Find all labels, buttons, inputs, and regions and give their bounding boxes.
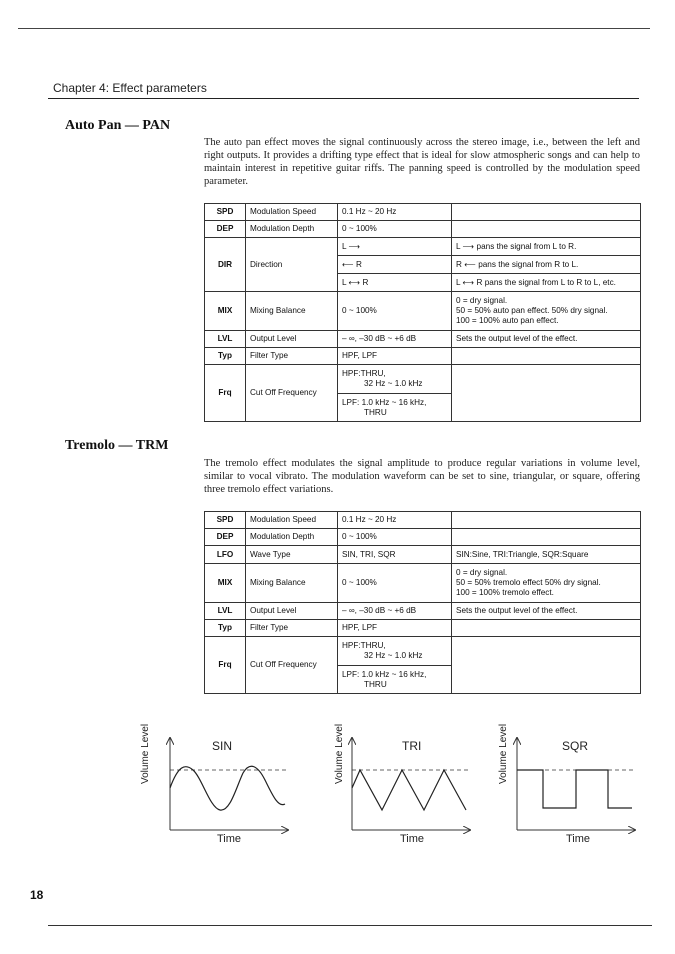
param-desc: SIN:Sine, TRI:Triangle, SQR:Square bbox=[452, 546, 641, 564]
param-code: Typ bbox=[205, 620, 246, 637]
param-code: Frq bbox=[205, 637, 246, 694]
param-desc: L ⟷ R pans the signal from L to R to L, etc. bbox=[452, 274, 641, 292]
bottom-rule bbox=[48, 925, 652, 926]
mix-desc-line: 100 = 100% auto pan effect. bbox=[456, 316, 559, 325]
param-range: 0.1 Hz ~ 20 Hz bbox=[338, 512, 452, 529]
param-range: HPF, LPF bbox=[338, 348, 452, 365]
sine-ylabel-vertical: Volume Level bbox=[140, 723, 151, 784]
param-desc: R ⟵ pans the signal from R to L. bbox=[452, 256, 641, 274]
hpf-line: 32 Hz ~ 1.0 kHz bbox=[364, 379, 423, 388]
square-ylabel-vertical: Volume Level bbox=[498, 723, 509, 784]
table-row bbox=[205, 620, 641, 637]
lpf-line: THRU bbox=[364, 679, 387, 689]
param-desc bbox=[452, 512, 641, 529]
param-range: 0 ~ 100% bbox=[338, 292, 452, 331]
table-row bbox=[205, 221, 641, 238]
table-row bbox=[205, 512, 641, 529]
param-name: Mixing Balance bbox=[246, 564, 338, 603]
page-number: 18 bbox=[30, 888, 44, 902]
param-range: SIN, TRI, SQR bbox=[338, 546, 452, 564]
param-code: DIR bbox=[205, 238, 246, 292]
param-range bbox=[338, 637, 452, 666]
param-range: ⟵ R bbox=[338, 256, 452, 274]
param-code: DEP bbox=[205, 221, 246, 238]
square-xlabel: Time bbox=[566, 833, 591, 845]
chapter-heading: Chapter 4: Effect parameters bbox=[53, 81, 207, 95]
sine-xlabel: Time bbox=[217, 833, 242, 845]
tremolo-description: The tremolo effect modulates the signal amplitude to produce regular variations in volume level, similar to vocal vibrato. The modulation waveform can be set to sine, triangular, or square, offering three tremolo effect variations. bbox=[204, 458, 640, 495]
param-name: Direction bbox=[246, 238, 338, 292]
param-range: L ⟶ bbox=[338, 238, 452, 256]
triangle-wave-diagram bbox=[352, 738, 470, 845]
param-range bbox=[338, 666, 452, 694]
param-range: HPF, LPF bbox=[338, 620, 452, 637]
triangle-title: TRI bbox=[402, 739, 422, 753]
mix-desc-line: 50 = 50% auto pan effect. 50% dry signal. bbox=[456, 306, 608, 315]
mix-desc-line: 50 = 50% tremolo effect 50% dry signal. bbox=[456, 578, 601, 587]
lpf-line: THRU bbox=[364, 407, 387, 417]
hpf-line: HPF:THRU, bbox=[342, 641, 386, 650]
param-range: L ⟷ R bbox=[338, 274, 452, 292]
table-row bbox=[205, 637, 641, 666]
param-desc bbox=[452, 348, 641, 365]
param-code: Typ bbox=[205, 348, 246, 365]
tremolo-parameter-table bbox=[204, 511, 641, 694]
param-range: 0 ~ 100% bbox=[338, 529, 452, 546]
param-desc bbox=[452, 637, 641, 694]
section-title-tremolo: Tremolo — TRM bbox=[65, 438, 169, 453]
lpf-line: LPF: 1.0 kHz ~ 16 kHz, bbox=[342, 669, 427, 679]
param-desc bbox=[452, 365, 641, 422]
param-desc bbox=[452, 221, 641, 238]
param-name: Modulation Depth bbox=[246, 221, 338, 238]
triangle-curve bbox=[352, 770, 466, 810]
table-row bbox=[205, 529, 641, 546]
param-range bbox=[338, 365, 452, 394]
table-row bbox=[205, 292, 641, 331]
param-range: – ∞, –30 dB ~ +6 dB bbox=[338, 603, 452, 620]
param-desc bbox=[452, 620, 641, 637]
param-range: 0 ~ 100% bbox=[338, 564, 452, 603]
param-name: Mixing Balance bbox=[246, 292, 338, 331]
lpf-line: LPF: 1.0 kHz ~ 16 kHz, bbox=[342, 397, 427, 407]
table-row bbox=[205, 603, 641, 620]
param-name: Output Level bbox=[246, 331, 338, 348]
param-name: Modulation Depth bbox=[246, 529, 338, 546]
table-row bbox=[205, 348, 641, 365]
param-desc: L ⟶ pans the signal from L to R. bbox=[452, 238, 641, 256]
table-row bbox=[205, 564, 641, 603]
top-rule bbox=[18, 28, 650, 29]
autopan-description: The auto pan effect moves the signal continuously across the stereo image, i.e., between the left and right outputs. It provides a drifting type effect that is ideal for slow atmospheric songs and can help to maintain interest in repetitive guitar riffs. The panning speed is controlled by the modulation speed parameter. bbox=[204, 137, 640, 187]
param-name: Modulation Speed bbox=[246, 512, 338, 529]
param-desc bbox=[452, 529, 641, 546]
param-name: Cut Off Frequency bbox=[246, 637, 338, 694]
param-code: LVL bbox=[205, 331, 246, 348]
param-name: Filter Type bbox=[246, 348, 338, 365]
param-name: Modulation Speed bbox=[246, 204, 338, 221]
table-row bbox=[205, 204, 641, 221]
param-name: Filter Type bbox=[246, 620, 338, 637]
param-code: MIX bbox=[205, 292, 246, 331]
sine-wave-diagram bbox=[170, 738, 288, 845]
param-desc bbox=[452, 204, 641, 221]
hpf-line: HPF:THRU, bbox=[342, 369, 386, 378]
square-wave-diagram bbox=[517, 738, 635, 845]
square-title: SQR bbox=[562, 739, 589, 753]
sine-title: SIN bbox=[212, 739, 233, 753]
table-row bbox=[205, 546, 641, 564]
triangle-ylabel-vertical: Volume Level bbox=[334, 723, 345, 784]
table-row bbox=[205, 331, 641, 348]
param-code: LVL bbox=[205, 603, 246, 620]
param-code: SPD bbox=[205, 204, 246, 221]
square-curve bbox=[517, 770, 632, 808]
sine-curve bbox=[170, 766, 285, 810]
mix-desc-line: 100 = 100% tremolo effect. bbox=[456, 588, 554, 597]
param-desc: Sets the output level of the effect. bbox=[452, 331, 641, 348]
autopan-parameter-table bbox=[204, 203, 641, 422]
section-title-autopan: Auto Pan — PAN bbox=[65, 118, 171, 133]
hpf-line: 32 Hz ~ 1.0 kHz bbox=[364, 651, 423, 660]
param-desc bbox=[452, 292, 641, 331]
mix-desc-line: 0 = dry signal. bbox=[456, 296, 508, 305]
param-desc: Sets the output level of the effect. bbox=[452, 603, 641, 620]
param-name: Cut Off Frequency bbox=[246, 365, 338, 422]
param-name: Output Level bbox=[246, 603, 338, 620]
param-range bbox=[338, 394, 452, 422]
param-range: 0.1 Hz ~ 20 Hz bbox=[338, 204, 452, 221]
param-code: SPD bbox=[205, 512, 246, 529]
param-desc bbox=[452, 564, 641, 603]
chapter-rule bbox=[48, 98, 639, 99]
waveform-diagrams bbox=[130, 728, 650, 848]
table-row bbox=[205, 365, 641, 394]
triangle-xlabel: Time bbox=[400, 833, 425, 845]
param-range: 0 ~ 100% bbox=[338, 221, 452, 238]
param-range: – ∞, –30 dB ~ +6 dB bbox=[338, 331, 452, 348]
table-row bbox=[205, 238, 641, 256]
param-code: DEP bbox=[205, 529, 246, 546]
param-code: LFO bbox=[205, 546, 246, 564]
param-code: MIX bbox=[205, 564, 246, 603]
param-name: Wave Type bbox=[246, 546, 338, 564]
param-code: Frq bbox=[205, 365, 246, 422]
mix-desc-line: 0 = dry signal. bbox=[456, 568, 508, 577]
